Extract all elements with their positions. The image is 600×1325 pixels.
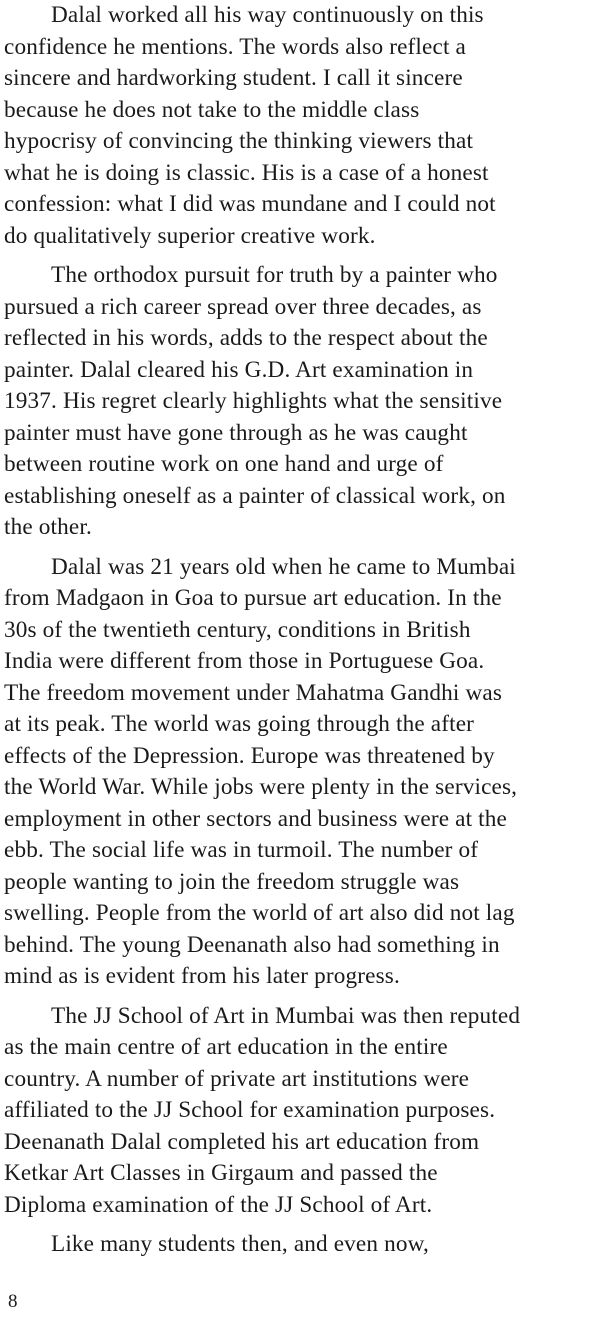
text-line: Dalal was 21 years old when he came to Mumbai <box>51 553 516 580</box>
text-line: painter. Dalal cleared his G.D. Art examination in <box>4 356 474 383</box>
text-line: 30s of the twentieth century, conditions in British <box>4 616 471 643</box>
text-line: as the main centre of art education in the entire <box>4 1034 448 1060</box>
text-line: Dalal worked all his way continuously on this <box>51 2 484 28</box>
text-line: Like many students then, and even now, <box>51 1231 429 1257</box>
text-line: establishing oneself as a painter of classical work, on <box>4 482 506 509</box>
text-line: swelling. People from the world of art also did not lag <box>4 900 515 926</box>
text-line: sincere and hardworking student. I call it sincere <box>4 65 463 91</box>
text-line: ebb. The social life was in turmoil. The number of <box>4 837 479 863</box>
text-line: The freedom movement under Mahatma Gandhi was <box>4 679 503 706</box>
text-line: because he does not take to the middle class <box>4 96 420 123</box>
paragraph <box>4 552 598 993</box>
text-line: India were different from those in Portuguese Goa. <box>4 648 485 674</box>
page-number: 8 <box>8 1291 18 1312</box>
text-line: reflected in his words, adds to the respect about the <box>4 325 488 351</box>
body-text <box>4 0 598 1261</box>
text-line: pursued a rich career spread over three decades, as <box>4 293 482 320</box>
text-line: the other. <box>4 514 92 540</box>
text-line: Deenanath Dalal completed his art education from <box>4 1128 480 1155</box>
text-line: Ketkar Art Classes in Girgaum and passed the <box>4 1160 438 1186</box>
paragraph <box>4 1001 598 1222</box>
paragraph-gap <box>4 544 598 552</box>
text-line: employment in other sectors and business were at the <box>4 805 508 832</box>
text-line: the World War. While jobs were plenty in the services, <box>4 774 518 800</box>
text-line: affiliated to the JJ School for examination purposes. <box>4 1097 496 1123</box>
text-line: at its peak. The world was going through the after <box>4 711 475 737</box>
paragraph-gap <box>4 993 598 1001</box>
text-line: from Madgaon in Goa to pursue art education. In the <box>4 585 502 611</box>
text-line: between routine work on one hand and urge of <box>4 451 444 477</box>
text-line: The orthodox pursuit for truth by a painter who <box>51 262 498 288</box>
text-line: confession: what I did was mundane and I could not <box>4 191 496 217</box>
text-line: confidence he mentions. The words also reflect a <box>4 33 466 60</box>
paragraph-gap <box>4 252 598 260</box>
text-line: 1937. His regret clearly highlights what the sensitive <box>4 388 503 414</box>
text-line: do qualitatively superior creative work. <box>4 222 376 249</box>
text-line: what he is doing is classic. His is a case of a honest <box>4 159 489 186</box>
paragraph <box>4 260 598 544</box>
paragraph-gap <box>4 1221 598 1229</box>
paragraph <box>4 0 598 252</box>
text-line: hypocrisy of convincing the thinking viewers that <box>4 128 474 154</box>
text-line: mind as is evident from his later progress. <box>4 963 400 989</box>
text-line: The JJ School of Art in Mumbai was then reputed <box>51 1002 521 1029</box>
text-line: effects of the Depression. Europe was threatened by <box>4 742 495 769</box>
book-page <box>4 0 598 1325</box>
text-line: Diploma examination of the JJ School of Art. <box>4 1191 433 1218</box>
text-line: painter must have gone through as he was caught <box>4 419 468 446</box>
paragraph <box>4 1229 598 1261</box>
text-line: people wanting to join the freedom struggle was <box>4 868 460 895</box>
text-line: country. A number of private art institutions were <box>4 1065 470 1092</box>
text-line: behind. The young Deenanath also had something in <box>4 931 500 958</box>
